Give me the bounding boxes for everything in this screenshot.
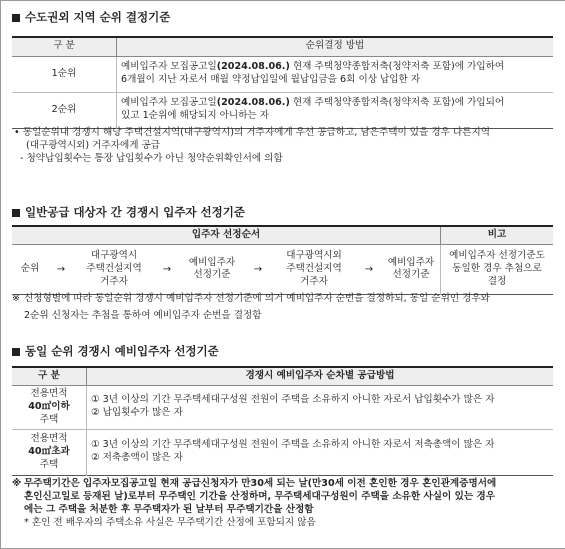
arrow-right-icon: → [154, 244, 180, 294]
note-mark: ※ [12, 293, 21, 304]
arrow-right-icon: → [244, 244, 272, 294]
note-line: - 청약납입횟수는 통장 납입횟수가 아닌 청약순위확인서에 의함 [20, 152, 283, 164]
footnote-line: 혼인신고일로 등재된 날)로부터 무주택인 기간을 산정하며, 무주택세대구성원이 주택을 소유한 사실이 있는 경우 [24, 490, 496, 502]
area-category: 전용면적 40㎡초과 주택 [12, 429, 87, 475]
rank-table [12, 36, 553, 129]
rank-table-head-cat: 구 분 [12, 37, 117, 56]
arrow-right-icon: → [356, 244, 382, 294]
table-row [12, 385, 553, 429]
tiebreak-table [12, 366, 553, 476]
selection-order-table [12, 225, 553, 295]
note-line: 신청형별에 따라 동일순위 경쟁시 예비입주자 선정기준에 의거 예비입주자 순번을 결정하되, 동일 순위인 경우와 [24, 293, 490, 304]
section-title-1 [12, 10, 170, 26]
remark-head: 비고 [441, 226, 554, 244]
flow-step-local-resident: 대구광역시 주택건설지역 거주자 [74, 244, 154, 294]
section-1-title-text: 수도권외 지역 순위 결정기준 [25, 10, 171, 24]
tiebreak-table-wrap [12, 366, 553, 476]
rank-table-head-rule: 순위결정 방법 [117, 37, 554, 56]
section-2-note [12, 291, 555, 325]
arrow-right-icon: → [48, 244, 74, 294]
order-head: 입주자 선정순서 [12, 226, 441, 244]
footnote-line: 무주택기간은 입주자모집공고일 현재 공급신청자가 만30세 되는 날(만30세 이전 혼인한 경우 혼인관계증명서에 [24, 478, 497, 489]
flow-step-waitlist-criteria: 예비입주자 선정기준 [382, 244, 441, 294]
rank-label: 1순위 [12, 56, 117, 92]
table-row [12, 429, 553, 475]
flow-row [12, 244, 553, 294]
flow-step-nonlocal-resident: 대구광역시외 주택건설지역 거주자 [272, 244, 356, 294]
flow-step-rank: 순위 [12, 244, 48, 294]
note-mark: ※ [12, 478, 22, 489]
rank-rule: 예비입주자 모집공고일(2024.08.06.) 현재 주택청약종합저축(청약저축 포함)에 가입하여 6개월이 지난 자로서 매월 약정납입일에 월납입금을 6회 이상 납입한 자 [117, 56, 554, 92]
note-line: 2순위 신청자는 추첨을 통하여 예비입주자 순번을 결정함 [24, 309, 262, 321]
square-bullet-icon [12, 209, 20, 217]
section-3-footnote [12, 478, 555, 530]
square-bullet-icon [12, 348, 20, 356]
selection-order-table-wrap [12, 225, 553, 295]
note-line: (대구광역시외) 거주자에게 공급 [26, 139, 161, 151]
footnote-line: 에는 그 주택을 처분한 후 무주택자가 된 날부터 무주택기간을 산정함 [24, 503, 314, 515]
method-cell: ① 3년 이상의 기간 무주택세대구성원 전원이 주택을 소유하지 아니한 자로서 저축총액이 많은 자 ② 저축총액이 많은 자 [87, 429, 554, 475]
rank-label: 2순위 [12, 92, 117, 128]
remark-cell: 예비입주자 선정기준도 동일한 경우 추첨으로 결정 [441, 244, 554, 294]
table-row [12, 56, 553, 92]
table-row [12, 92, 553, 128]
flow-step-waitlist-criteria: 예비입주자 선정기준 [180, 244, 244, 294]
note-line: • 동일순위내 경쟁시 해당 주택건설지역(대구광역시)의 거주자에게 우선 공급하고, 남은주택이 있을 경우 다른지역 [14, 127, 491, 138]
area-category: 전용면적 40㎡이하 주택 [12, 385, 87, 429]
method-cell: ① 3년 이상의 기간 무주택세대구성원 전원이 주택을 소유하지 아니한 자로서 납입횟수가 많은 자 ② 납입횟수가 많은 자 [87, 385, 554, 429]
section-2-title-text: 일반공급 대상자 간 경쟁시 입주자 선정기준 [25, 205, 245, 219]
tiebreak-head-method: 경쟁시 예비입주자 순차별 공급방법 [87, 367, 554, 385]
tiebreak-head-cat: 구 분 [12, 367, 87, 385]
section-title-2 [12, 205, 245, 221]
footnote-line: * 혼인 전 배우자의 주택소유 사실은 무주택기간 산정에 포함되지 않음 [24, 516, 316, 528]
square-bullet-icon [12, 14, 20, 22]
section-3-title-text: 동일 순위 경쟁시 예비입주자 선정기준 [25, 344, 219, 358]
rank-table-wrap [12, 36, 553, 129]
section-1-notes [14, 127, 554, 166]
section-title-3 [12, 344, 219, 360]
rank-rule: 예비입주자 모집공고일(2024.08.06.) 현재 주택청약종합저축(청약저축 포함)에 가입되어 있고 1순위에 해당되지 아니하는 자 [117, 92, 554, 128]
